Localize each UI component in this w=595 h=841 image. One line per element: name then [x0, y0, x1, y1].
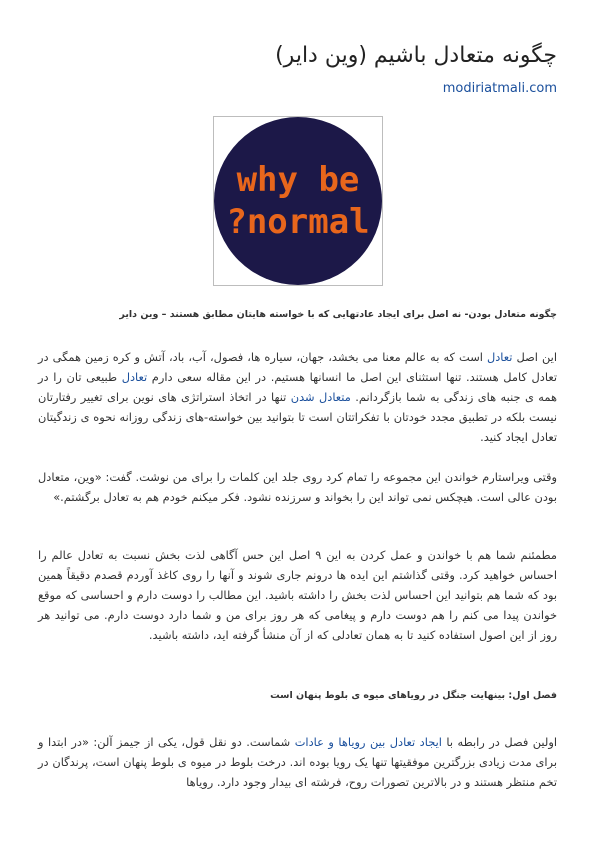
why-be-normal-badge: [214, 117, 382, 285]
link-taadol-1[interactable]: تعادل: [486, 350, 513, 364]
page-title: چگونه متعادل باشیم (وین دایر): [275, 43, 557, 68]
p1-text-b: است که به عالم معنا می بخشد، جهان، سیاره ها، فصول، آب، باد، آتش و کره زمین همگی در تعادل کامل هستند. تنها استثنای این اصل ما انسانها هستیم. در این مقاله سعی دارم: [38, 350, 557, 384]
p1-text-d: تنها در اتخاذ استراتژی های نوین برای تغییر رفتارتان نیست بلکه در تطبیق مجدد خودتان با تفکراتتان است تا بتوانید بین خواسته-های زندگی روزانه نحوه ی زندگیتان تعادل ایجاد کنید.: [38, 390, 557, 444]
image-caption: چگونه متعادل بودن- نه اصل برای ایجاد عادتهایی که با خواسته هایتان مطابق هستند – وین دایر: [119, 309, 557, 320]
chapter-heading: فصل اول: بینهایت جنگل در رویاهای میوه ی بلوط پنهان است: [270, 690, 557, 701]
paragraph-4: [38, 732, 557, 792]
p1-text-a: این اصل: [512, 350, 557, 364]
link-motadel-shodan[interactable]: متعادل شدن: [290, 390, 351, 404]
site-link[interactable]: modiriatmali.com: [442, 81, 557, 96]
paragraph-1: [38, 347, 557, 447]
link-taadol-2[interactable]: تعادل: [121, 370, 148, 384]
badge-text-line2: normal?: [226, 202, 370, 242]
badge-text-line1: why be: [236, 160, 360, 200]
p1-text-c: طبیعی تان را در همه ی جنبه های زندگی به شما بازگردانم.: [38, 370, 557, 404]
paragraph-2: وقتی ویراستارم خواندن این مجموعه را تمام کرد روی جلد این کلمات را برای من نوشت. گفت: «وین، متعادل بودن عالی است. هیچکس نمی تواند این را بخواند و سرزنده نشود. فکر میکنم خودم هم به تعادل برگشتم.»: [38, 470, 557, 504]
p4-text-b: شماست. دو نقل قول، یکی از جیمز آلن: «در ابتدا و برای مدت زیادی بزرگترین موفقیتها تنها یک رویا بوده اند. درخت بلوط در میوه ی بلوط پنهان است، پرندگان در تخم منتظر هستند و در بالاترین تصورات روح، فرشته ای بیدار وجود دارد. رویاها: [38, 735, 557, 789]
article-image: [213, 116, 383, 286]
paragraph-3: مطمئنم شما هم با خواندن و عمل کردن به این ۹ اصل این حس آگاهی لذت بخش نسبت به تعادل عالم را احساس خواهید کرد. وقتی گذاشتم این ایده ها درونم جاری شوند و آنها را روی کاغذ آوردم قصدم دقیقاً همین بود که شما هم بتوانید این احساس لذت بخش را داشته باشید. این مطالب را دوست دارم و احساسی که موقع خواندن پیدا می کنم را هم دوست دارم و پیغامی که هر روز برای من و شما دارد دوست دارم. می توانید هر روز از این اصول استفاده کنید تا به همان تعادلی که از آن منشأ گرفته اید، داشته باشید.: [38, 548, 557, 642]
badge-circle: [214, 117, 382, 285]
link-dreams-habits[interactable]: ایجاد تعادل بین رویاها و عادات: [294, 735, 442, 749]
p4-text-a: اولین فصل در رابطه با: [441, 735, 557, 749]
